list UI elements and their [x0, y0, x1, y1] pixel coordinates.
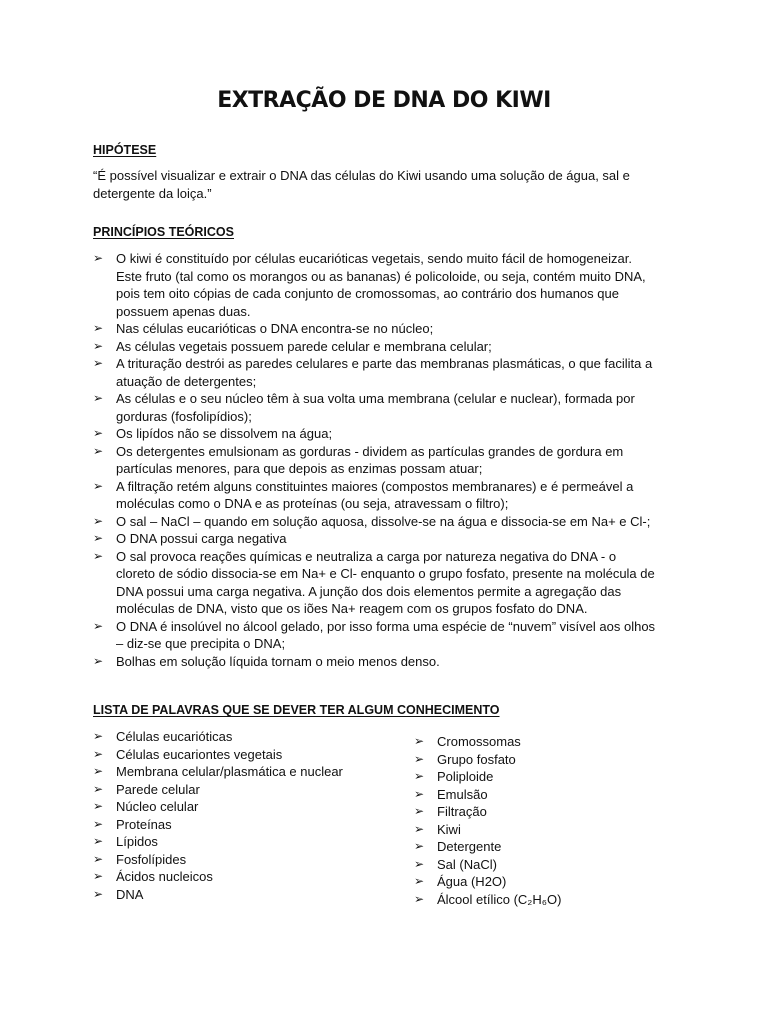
- word-item: ➢ Filtração: [414, 803, 664, 821]
- word-item: ➢ Parede celular: [93, 781, 393, 799]
- word-item: ➢ Detergente: [414, 838, 664, 856]
- principle-item: ➢ O sal provoca reações químicas e neutraliza a carga por natureza negativa do DNA - o cloreto de sódio dissocia-se em Na+ e Cl- enquanto o grupo fosfato, presente na molécula de DNA possui uma carga negativa. A junção dos dois elementos permite a agregação das moléculas de DNA, visto que os iões Na+ reagem com os grupos fosfato do DNA.: [93, 548, 658, 618]
- page-title: EXTRAÇÃO DE DNA DO KIWI: [217, 88, 551, 113]
- principle-item: ➢ Bolhas em solução líquida tornam o meio menos denso.: [93, 653, 658, 671]
- principles-heading: PRINCÍPIOS TEÓRICOS: [93, 225, 234, 239]
- principle-item: ➢ Nas células eucarióticas o DNA encontra-se no núcleo;: [93, 320, 658, 338]
- word-item: ➢ Água (H2O): [414, 873, 664, 891]
- principle-item: ➢ Os lipídos não se dissolvem na água;: [93, 425, 658, 443]
- principle-item: ➢ As células e o seu núcleo têm à sua volta uma membrana (celular e nuclear), formada por gorduras (fosfolipídios);: [93, 390, 658, 425]
- word-item: ➢ Fosfolípides: [93, 851, 393, 869]
- word-item: ➢ Proteínas: [93, 816, 393, 834]
- word-item: ➢ Grupo fosfato: [414, 751, 664, 769]
- principle-item: ➢ O sal – NaCl – quando em solução aquosa, dissolve-se na água e dissocia-se em Na+ e Cl-;: [93, 513, 658, 531]
- word-item: ➢ Sal (NaCl): [414, 856, 664, 874]
- word-item: ➢ Células eucarióticas: [93, 728, 393, 746]
- word-item: ➢ Cromossomas: [414, 733, 664, 751]
- hypothesis-text: “É possível visualizar e extrair o DNA das células do Kiwi usando uma solução de água, sal e detergente da loiça.”: [93, 168, 630, 201]
- principle-item: ➢ As células vegetais possuem parede celular e membrana celular;: [93, 338, 658, 356]
- word-item: ➢ Células eucariontes vegetais: [93, 746, 393, 764]
- word-item: ➢ DNA: [93, 886, 393, 904]
- principles-list: [93, 250, 658, 670]
- hypothesis-heading: HIPÓTESE: [93, 143, 157, 157]
- principle-item: ➢ Os detergentes emulsionam as gorduras - dividem as partículas grandes de gordura em partículas menores, para que depois as enzimas possam atuar;: [93, 443, 658, 478]
- words-list-right: [414, 733, 664, 908]
- words-list-left: [93, 728, 393, 903]
- words-heading: LISTA DE PALAVRAS QUE SE DEVER TER ALGUM CONHECIMENTO: [93, 703, 500, 717]
- principle-item: ➢ O DNA é insolúvel no álcool gelado, por isso forma uma espécie de “nuvem” visível aos olhos – diz-se que precipita o DNA;: [93, 618, 658, 653]
- word-item: ➢ Membrana celular/plasmática e nuclear: [93, 763, 393, 781]
- principle-item: ➢ O DNA possui carga negativa: [93, 530, 658, 548]
- word-item: ➢ Kiwi: [414, 821, 664, 839]
- word-item: ➢ Núcleo celular: [93, 798, 393, 816]
- word-item: ➢ Poliploide: [414, 768, 664, 786]
- word-item: ➢ Ácidos nucleicos: [93, 868, 393, 886]
- principle-item: ➢ A filtração retém alguns constituintes maiores (compostos membranares) e é permeável a moléculas como o DNA e as proteínas (ou seja, atravessam o filtro);: [93, 478, 658, 513]
- word-item: ➢ Álcool etílico (C₂H₆O): [414, 891, 664, 909]
- word-item: ➢ Emulsão: [414, 786, 664, 804]
- principle-item: ➢ O kiwi é constituído por células eucarióticas vegetais, sendo muito fácil de homogeneizar. Este fruto (tal como os morangos ou as bananas) é policoloide, ou seja, contém muito DNA, pois tem oito cópias de cada conjunto de cromossomas, ao contrário dos humanos que possuem apenas duas.: [93, 250, 658, 320]
- word-item: ➢ Lípidos: [93, 833, 393, 851]
- principle-item: ➢ A trituração destrói as paredes celulares e parte das membranas plasmáticas, o que facilita a atuação de detergentes;: [93, 355, 658, 390]
